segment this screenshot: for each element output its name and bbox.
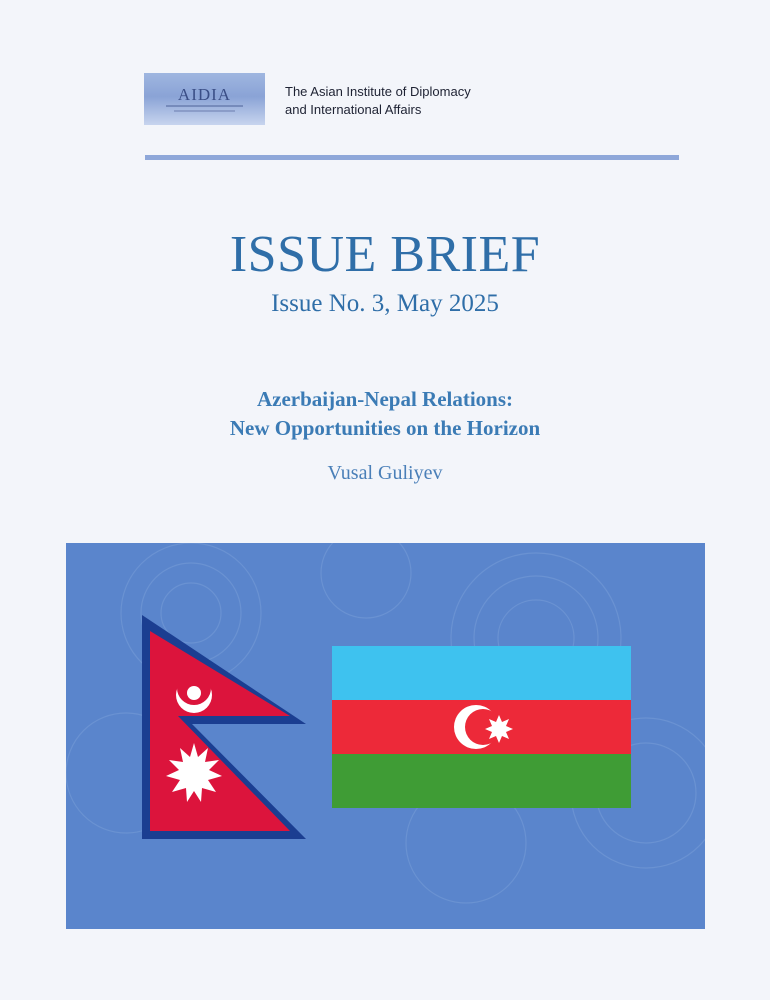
brief-title-line1: Azerbaijan-Nepal Relations: <box>256 387 514 411</box>
organization-name <box>285 83 565 119</box>
flags-illustration <box>66 543 705 929</box>
logo-decoration <box>174 110 235 112</box>
nepal-flag-icon <box>142 615 306 839</box>
page-title: ISSUE BRIEF <box>229 226 541 283</box>
logo-text: AIDIA <box>177 85 232 104</box>
author-name: Vusal Guliyev <box>327 462 443 484</box>
header-divider <box>145 155 679 160</box>
aidia-logo <box>144 73 265 125</box>
azerbaijan-flag-icon <box>332 646 631 808</box>
org-name-line2: and International Affairs <box>285 102 422 117</box>
org-name-line1: The Asian Institute of Diplomacy <box>285 84 471 99</box>
brief-title-line2: New Opportunities on the Horizon <box>229 416 541 440</box>
cover-image <box>66 543 705 929</box>
logo-decoration <box>166 105 243 107</box>
brief-title <box>0 385 770 443</box>
issue-number: Issue No. 3, May 2025 <box>271 290 499 317</box>
